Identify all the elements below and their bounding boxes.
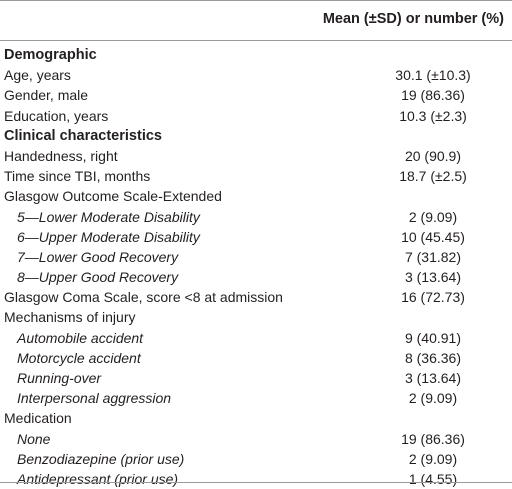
table-row xyxy=(0,287,512,307)
row-label: Automobile accident xyxy=(17,329,144,346)
row-label: Demographic xyxy=(4,47,97,63)
row-value: 3 (13.64) xyxy=(404,370,462,386)
row-value: 8 (36.36) xyxy=(404,349,462,366)
row-label: Time since TBI, months xyxy=(4,168,151,185)
table-row xyxy=(0,328,512,348)
row-label: Mechanisms of injury xyxy=(4,309,136,326)
row-label: Handedness, right xyxy=(4,147,118,164)
row-value: 10 (45.45) xyxy=(401,228,465,245)
section-heading-row xyxy=(0,45,512,65)
header-rule xyxy=(0,40,512,41)
row-label: Clinical characteristics xyxy=(4,127,162,144)
row-label: 7—Lower Good Recovery xyxy=(17,248,179,265)
row-value: 20 (90.9) xyxy=(404,147,462,164)
table-row xyxy=(0,227,512,247)
row-value: 2 (9.09) xyxy=(408,450,458,467)
row-label: Glasgow Outcome Scale-Extended xyxy=(4,188,222,205)
row-label: Antidepressant (prior use) xyxy=(17,470,179,487)
table-row xyxy=(0,368,512,388)
table-row xyxy=(0,267,512,287)
row-label: 5—Lower Moderate Disability xyxy=(17,208,200,225)
table-row xyxy=(0,429,512,449)
row-value: 10.3 (±2.3) xyxy=(399,107,467,124)
row-value: 16 (72.73) xyxy=(401,289,465,306)
table-row xyxy=(0,85,512,105)
row-value: 1 (4.55) xyxy=(408,470,458,487)
row-label: None xyxy=(17,430,51,447)
row-label: 8—Upper Good Recovery xyxy=(17,269,179,286)
table-row xyxy=(0,186,512,206)
table-row xyxy=(0,408,512,428)
row-value: 2 (9.09) xyxy=(408,208,458,225)
row-label: Glasgow Coma Scale, score <8 at admission xyxy=(4,289,283,306)
table-row xyxy=(0,65,512,85)
value-column-header: Mean (±SD) or number (%) xyxy=(322,11,504,27)
row-label: Education, years xyxy=(4,107,109,124)
table-row xyxy=(0,449,512,469)
table-row xyxy=(0,146,512,166)
table-header xyxy=(0,0,512,40)
table-row xyxy=(0,106,512,126)
table-row xyxy=(0,307,512,327)
row-label: Medication xyxy=(4,410,72,427)
row-label: Gender, male xyxy=(4,87,89,104)
row-value: 7 (31.82) xyxy=(404,248,462,265)
row-value: 30.1 (±10.3) xyxy=(395,67,471,84)
row-value: 19 (86.36) xyxy=(401,430,465,447)
table-body xyxy=(0,45,512,489)
row-value: 2 (9.09) xyxy=(408,390,458,407)
row-value: 9 (40.91) xyxy=(404,329,462,346)
table-row xyxy=(0,166,512,186)
table-row xyxy=(0,247,512,267)
table-row xyxy=(0,388,512,408)
table-row xyxy=(0,469,512,489)
row-label: Benzodiazepine (prior use) xyxy=(17,450,185,467)
table-row xyxy=(0,348,512,368)
table-row xyxy=(0,207,512,227)
row-label: Running-over xyxy=(17,370,102,386)
section-heading-row xyxy=(0,126,512,146)
row-value: 19 (86.36) xyxy=(401,87,465,104)
row-label: Age, years xyxy=(4,67,71,84)
table-bottom-rule xyxy=(0,482,512,483)
row-label: Motorcycle accident xyxy=(17,349,141,366)
row-label: 6—Upper Moderate Disability xyxy=(17,228,200,245)
row-value: 18.7 (±2.5) xyxy=(399,168,467,185)
row-label: Interpersonal aggression xyxy=(17,390,172,407)
row-value: 3 (13.64) xyxy=(404,269,462,286)
